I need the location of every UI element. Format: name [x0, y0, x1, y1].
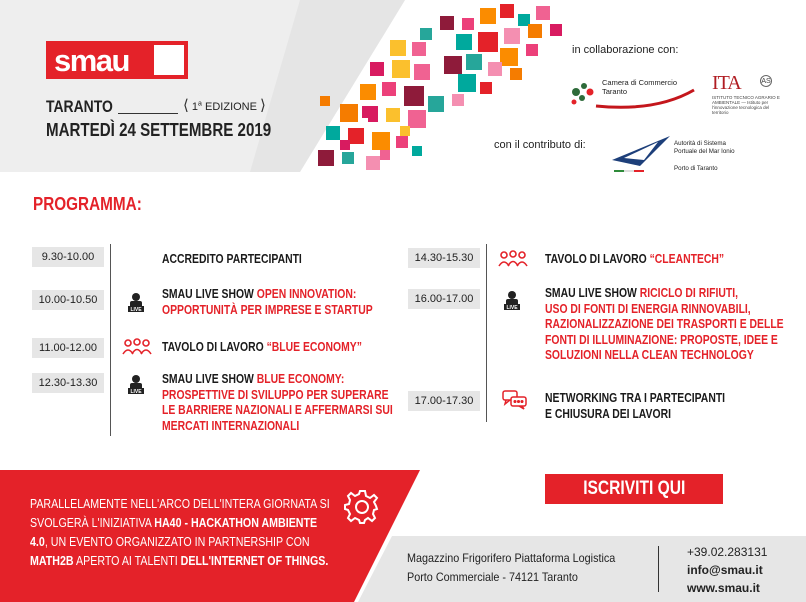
smau-logo: smau [46, 41, 188, 79]
left-column-divider [110, 244, 111, 436]
edition-badge: ⟨ 1$^a$ EDIZIONE ⟩ [183, 97, 266, 114]
mosaic-square [340, 140, 350, 150]
mosaic-square [420, 28, 432, 40]
mosaic-square [408, 110, 426, 128]
mosaic-square [432, 36, 450, 54]
contact-email[interactable]: info@smau.it [687, 563, 763, 577]
chamber-of-commerce-logo [566, 72, 696, 112]
event-date: MARTEDÌ 24 SETTEMBRE 2019 [46, 120, 272, 140]
mosaic-square [404, 86, 424, 106]
live-icon [124, 372, 148, 401]
agenda-item: TAVOLO DI LAVORO “BLUE ECONOMY” [162, 339, 362, 354]
website-link[interactable]: www.smau.it [687, 581, 760, 595]
mosaic-square [488, 62, 502, 76]
mosaic-square [392, 60, 410, 78]
time-slot: 9.30-10.00 [32, 247, 104, 267]
team-icon [498, 249, 528, 272]
mosaic-square [466, 54, 482, 70]
mosaic-square [412, 146, 422, 156]
mosaic-square [396, 136, 408, 148]
time-slot: 17.00-17.30 [408, 391, 480, 411]
city-underline [118, 113, 178, 114]
team-icon [122, 337, 152, 360]
mosaic-square [342, 152, 354, 164]
mosaic-square [348, 128, 364, 144]
mosaic-square [526, 44, 538, 56]
hackathon-description: PARALLELAMENTE NELL'ARCO DELL'INTERA GIORNATA SI SVOLGERÀ L'INIZIATIVA HA40 - HACKATHON AMBIENTE 4.0, UN EVENTO ORGANIZZATO IN PARTNERSHIP CON MATH2B APERTO AI TALENTI DELL'INTERNET OF THINGS. [30, 496, 330, 568]
mosaic-square [480, 82, 492, 94]
programme-title: PROGRAMMA: [33, 194, 142, 214]
live-icon [124, 290, 148, 319]
gear-icon [344, 488, 380, 529]
mosaic-square [382, 82, 396, 96]
mosaic-square [480, 8, 496, 24]
mosaic-square [320, 96, 330, 106]
mosaic-square [326, 126, 340, 140]
mosaic-square [400, 126, 410, 136]
mosaic-square [550, 24, 562, 36]
agenda-item: SMAU LIVE SHOW OPEN INNOVATION: OPPORTUNITÀ PER IMPRESE E STARTUP [162, 286, 373, 317]
mosaic-square [556, 6, 568, 18]
svg-text:LIVE: LIVE [130, 389, 142, 395]
chamber-city: Taranto [602, 87, 628, 96]
event-city: TARANTO [46, 97, 113, 116]
contribution-label: con il contributo di: [494, 139, 586, 151]
mosaic-square [500, 48, 518, 66]
port-authority-logo: Autorità di Sistema Portuale del Mar Ionio Porto di Taranto [610, 130, 740, 180]
collaboration-label: in collaborazione con: [572, 44, 679, 56]
chat-icon [502, 390, 528, 415]
mosaic-square [444, 56, 462, 74]
agenda-item: ACCREDITO PARTECIPANTI [162, 251, 302, 266]
mosaic-square [372, 132, 390, 150]
venue-address-line2: Porto Commerciale - 74121 Taranto [407, 570, 578, 584]
mosaic-square [414, 64, 430, 80]
mosaic-square [528, 24, 542, 38]
time-slot: 14.30-15.30 [408, 248, 480, 268]
time-slot: 11.00-12.00 [32, 338, 104, 358]
mosaic-square [432, 118, 444, 130]
chamber-name: Camera di Commercio [602, 78, 678, 87]
agenda-item: NETWORKING TRA I PARTECIPANTI E CHIUSURA DEI LAVORI [545, 390, 726, 421]
agenda-item: SMAU LIVE SHOW RICICLO DI RIFIUTI, USO DI FONTI DI ENERGIA RINNOVABILI, RAZIONALIZZAZIONE DEI TRASPORTI E DELLE FONTI DI ILLUMINAZIONE: PROPOSTE, IDEE E SOLUZIONI NELLA CLEAN TECHNOLOGY [545, 285, 784, 362]
venue-address-line1: Magazzino Frigorifero Piattaforma Logistica [407, 551, 616, 565]
mosaic-square [366, 156, 380, 170]
time-slot: 16.00-17.00 [408, 289, 480, 309]
mosaic-square [370, 62, 384, 76]
time-slot: 10.00-10.50 [32, 290, 104, 310]
mosaic-square [360, 118, 368, 126]
port-emblem-icon [610, 130, 672, 180]
mosaic-square [456, 34, 472, 50]
mosaic-square [380, 150, 390, 160]
mosaic-square [340, 104, 358, 122]
mosaic-square [412, 42, 426, 56]
mosaic-square [462, 18, 474, 30]
svg-text:LIVE: LIVE [506, 305, 518, 311]
mosaic-square [360, 84, 376, 100]
time-slot: 12.30-13.30 [32, 373, 104, 393]
mosaic-square [440, 16, 454, 30]
right-column-divider [486, 244, 487, 422]
contact-phone[interactable]: +39.02.283131 [687, 545, 768, 559]
mosaic-square [428, 96, 444, 112]
mosaic-square [436, 76, 450, 90]
live-icon [500, 288, 524, 317]
mosaic-square [536, 6, 550, 20]
footer-divider [658, 546, 659, 592]
mosaic-square [504, 28, 520, 44]
agenda-item: SMAU LIVE SHOW BLUE ECONOMY: PROSPETTIVE DI SVILUPPO PER SUPERARE LE BARRIERE NAZIONALI E AFFERMARSI SUI MERCATI INTERNAZIONALI [162, 371, 393, 433]
mosaic-square [478, 32, 498, 52]
ita-logo: ITA AS ISTITUTO TECNICO AGRARIO E AMBIENTALE — Istituto per l'innovazione tecnologica del territorio [712, 72, 780, 115]
mosaic-square [452, 94, 464, 106]
mosaic-square [318, 150, 334, 166]
mosaic-square [386, 108, 400, 122]
mosaic-square [390, 40, 406, 56]
mosaic-square [510, 68, 522, 80]
mosaic-square [458, 74, 476, 92]
register-button[interactable]: ISCRIVITI QUI [545, 474, 723, 504]
mosaic-square [500, 4, 514, 18]
svg-text:LIVE: LIVE [130, 307, 142, 313]
agenda-item: TAVOLO DI LAVORO “CLEANTECH” [545, 251, 725, 266]
